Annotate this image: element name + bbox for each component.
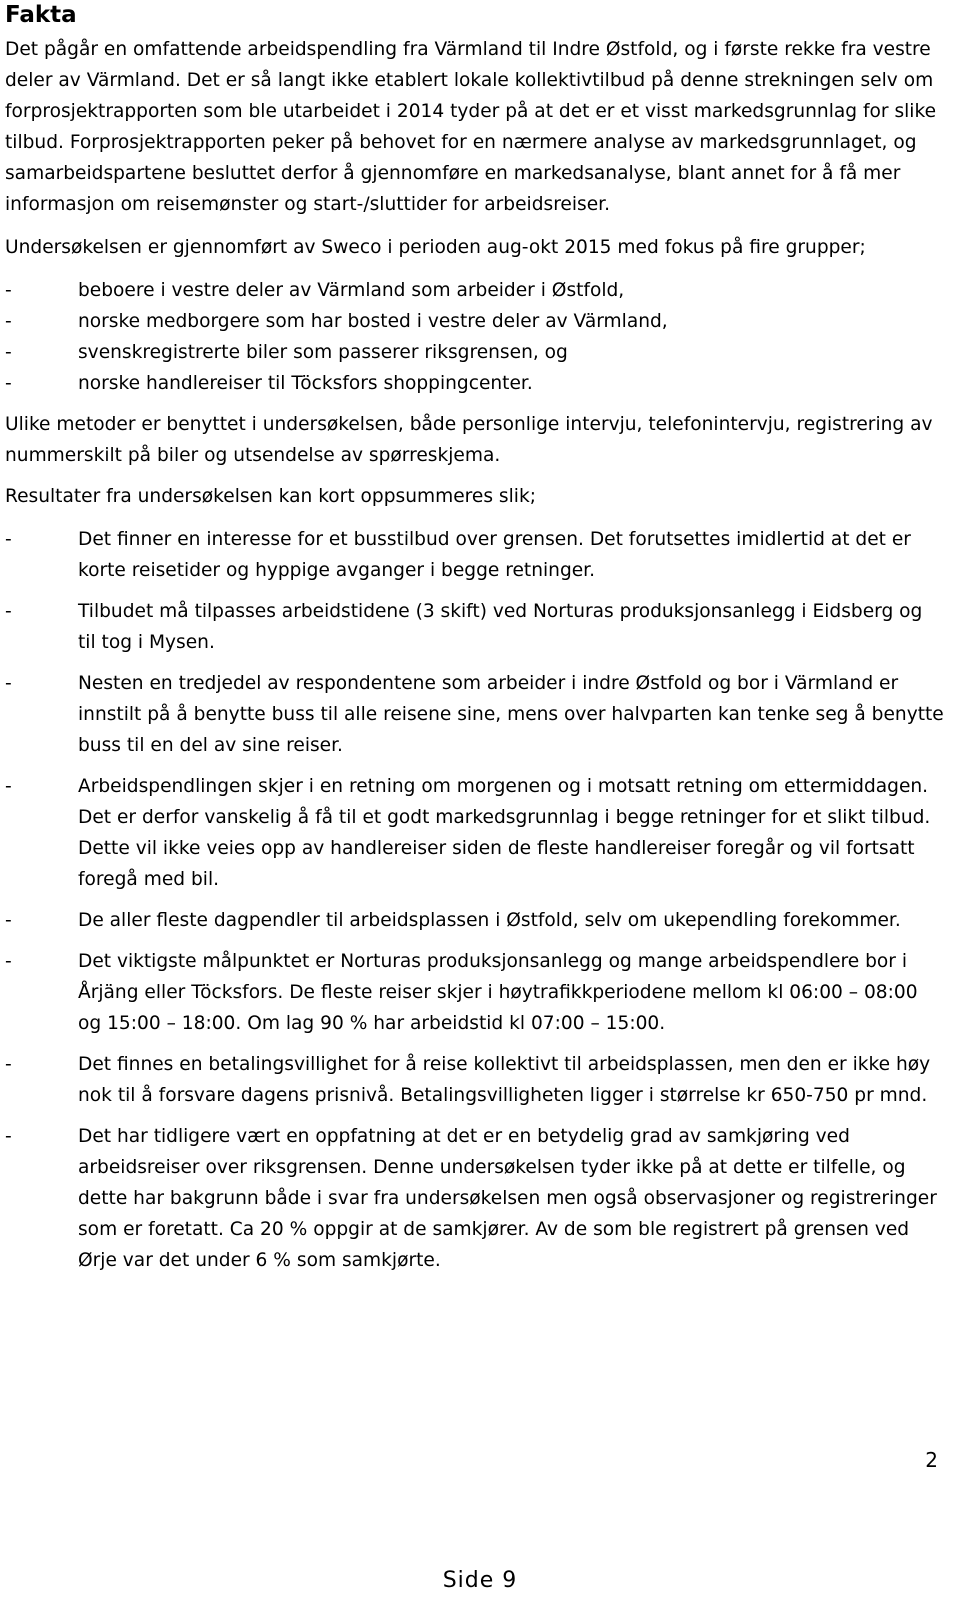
bullet-dash: - [5,373,12,394]
list-item [5,337,945,368]
list-item [5,524,945,586]
list-item [5,946,945,1039]
list-item-text: Det har tidligere vært en oppfatning at det er en betydelig grad av samkjøring ved arbeidsreiser over riksgrensen. Denne undersøkelsen tyder ikke på at dette er tilfelle, og dette har bakgrunn både i svar fra undersøkelsen men også observasjoner og registreringer som er foretatt. Ca 20 % oppgir at de samkjører. Av de som ble registrert på grensen ved Ørje var det under 6 % som samkjørte. [78,1126,937,1271]
bullet-dash: - [5,601,12,622]
bullet-dash: - [5,529,12,550]
bullet-dash: - [5,1126,12,1147]
list-item [5,668,945,761]
list-item-text: Tilbudet må tilpasses arbeidstidene (3 skift) ved Norturas produksjonsanlegg i Eidsberg og til tog i Mysen. [78,601,923,653]
bullet-dash: - [5,1054,12,1075]
list-item-text: Det finnes en betalingsvillighet for å reise kollektivt til arbeidsplassen, men den er ikke høy nok til å forsvare dagens prisnivå. Betalingsvilligheten ligger i størrelse kr 650-750 pr mnd. [78,1054,931,1106]
list-item [5,306,945,337]
bullet-dash: - [5,776,12,797]
list-item-text: De aller fleste dagpendler til arbeidsplassen i Østfold, selv om ukependling forekommer. [78,910,901,931]
results-list [5,524,945,1276]
methods-paragraph: Ulike metoder er benyttet i undersøkelsen, både personlige intervju, telefonintervju, registrering av nummerskilt på biler og utsendelse av spørreskjema. [5,414,933,466]
section-heading: Fakta [5,2,77,28]
bullet-dash: - [5,280,12,301]
list-item-text: Det viktigste målpunktet er Norturas produksjonsanlegg og mange arbeidspendlere bor i Årjäng eller Töcksfors. De fleste reiser skjer i høytrafikkperiodene mellom kl 06:00 – 08:00 og 15:00 – 18:00. Om lag 90 % har arbeidstid kl 07:00 – 15:00. [78,951,918,1034]
list-item-text: svenskregistrerte biler som passerer riksgrensen, og [78,342,568,363]
page-footer: Side 9 [442,1568,518,1593]
list-item-text: Det finner en interesse for et busstilbud over grensen. Det forutsettes imidlertid at det er korte reisetider og hyppige avganger i begge retninger. [78,529,911,581]
groups-list [5,275,945,399]
bullet-dash: - [5,311,12,332]
bullet-dash: - [5,910,12,931]
list-item [5,596,945,658]
page-number: 2 [925,1448,938,1472]
list-item [5,1121,945,1276]
list-item-text: norske handlereiser til Töcksfors shoppingcenter. [78,373,533,394]
list-item [5,368,945,399]
bullet-dash: - [5,673,12,694]
results-intro-paragraph: Resultater fra undersøkelsen kan kort oppsummeres slik; [5,486,536,507]
list-item-text: beboere i vestre deler av Värmland som arbeider i Østfold, [78,280,625,301]
list-item-text: Arbeidspendlingen skjer i en retning om morgenen og i motsatt retning om ettermiddagen. Det er derfor vanskelig å få til et godt markedsgrunnlag i begge retninger for et slikt tilbud. Dette vil ikke veies opp av handlereiser siden de fleste handlereiser foregår og vil fortsatt foregå med bil. [78,776,931,890]
survey-intro-paragraph: Undersøkelsen er gjennomført av Sweco i perioden aug-okt 2015 med fokus på fire grupper; [5,237,866,258]
list-item [5,275,945,306]
list-item [5,1049,945,1111]
list-item-text: norske medborgere som har bosted i vestre deler av Värmland, [78,311,668,332]
intro-paragraph: Det pågår en omfattende arbeidspendling fra Värmland til Indre Østfold, og i første rekke fra vestre deler av Värmland. Det er så langt ikke etablert lokale kollektivtilbud på denne strekningen selv om forprosjektrapporten som ble utarbeidet i 2014 tyder på at det er et visst markedsgrunnlag for slike tilbud. Forprosjektrapporten peker på behovet for en nærmere analyse av markedsgrunnlaget, og samarbeidspartene besluttet derfor å gjennomføre en markedsanalyse, blant annet for å få mer informasjon om reisemønster og start-/sluttider for arbeidsreiser. [5,39,937,215]
bullet-dash: - [5,951,12,972]
list-item [5,905,945,936]
list-item-text: Nesten en tredjedel av respondentene som arbeider i indre Østfold og bor i Värmland er innstilt på å benytte buss til alle reisene sine, mens over halvparten kan tenke seg å benytte buss til en del av sine reiser. [78,673,944,756]
bullet-dash: - [5,342,12,363]
document-page [5,0,945,1286]
list-item [5,771,945,895]
